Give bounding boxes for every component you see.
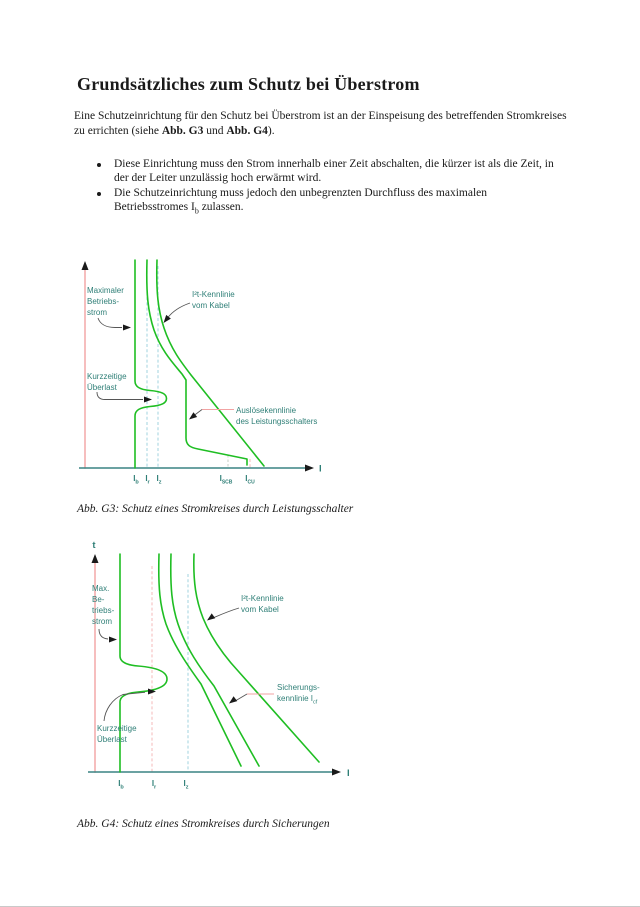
callout-arrow-icon (227, 696, 237, 706)
label-overload: Kurzzeitige (97, 724, 137, 733)
fig-g4-diagram (55, 535, 370, 805)
callout-line (99, 629, 108, 639)
x-axis-label: I (347, 768, 350, 779)
bullet-list (95, 158, 557, 219)
callout-line (97, 392, 143, 400)
callout-line (236, 694, 247, 701)
bullet-marker (97, 192, 101, 196)
intro-paragraph (74, 109, 578, 138)
subscript-b: b (194, 206, 199, 216)
label-breaker-curve: des Leistungsschalters (236, 417, 318, 426)
page-title: Grundsätzliches zum Schutz bei Überstrom (77, 74, 420, 94)
intro-text: Eine Schutzeinrichtung für den Schutz bei Überstrom ist an der Einspeisung des betreffenden Stromkreises zu errichten (siehe (74, 110, 567, 137)
callout-arrow-icon (144, 397, 152, 403)
tick-iscb: $I_{SCB}$ (219, 474, 233, 486)
tick-iz: $I_z$ (156, 474, 162, 486)
y-axis-label: t (92, 540, 96, 551)
label-cable-curve: I²t-Kennlinie (192, 290, 235, 299)
fig-g3-diagram (70, 253, 350, 500)
tick-ir: $I_r$ (145, 474, 150, 486)
bullet-text-part: Die Schutzeinrichtung muss jedoch den unbegrenzten Durchfluss des maximalen Betriebsstromes I (114, 187, 488, 213)
label-cable-curve: vom Kabel (192, 301, 230, 310)
label-overload: Kurzzeitige (87, 372, 127, 381)
callout-arrow-icon (123, 325, 131, 331)
bullet-text (114, 187, 488, 216)
label-overload: Überlast (97, 735, 127, 744)
cable-i2t-curve (194, 554, 319, 762)
callout-arrow-icon (109, 637, 117, 643)
label-max-current: Maximaler (87, 286, 124, 295)
tick-iz: $I_z$ (183, 779, 189, 791)
fig-g4-caption: Abb. G4: Schutz eines Stromkreises durch Sicherungen (77, 818, 330, 830)
label-max-current: Betriebs- (87, 297, 120, 306)
callout-line (168, 303, 191, 318)
y-axis-arrow-icon (92, 554, 99, 563)
bullet-text-part: zulassen. (198, 200, 244, 213)
fig-g3-caption: Abb. G3: Schutz eines Stromkreises durch Leistungsschalter (77, 503, 354, 515)
callout-arrow-icon (187, 412, 197, 422)
label-cable-curve: I²t-Kennlinie (241, 594, 284, 603)
max-operating-current-line (135, 260, 167, 468)
label-max-current: Max. (92, 584, 110, 593)
figure-ref-g3: Abb. G3 (161, 124, 204, 137)
figure-ref-g4: Abb. G4 (226, 124, 268, 137)
callout-line (214, 608, 239, 618)
tick-ib: $I_b$ (133, 474, 139, 486)
intro-text: ). (267, 124, 275, 137)
x-axis-arrow-icon (305, 465, 314, 472)
label-cable-curve: vom Kabel (241, 605, 279, 614)
label-max-current: Be- (92, 595, 105, 604)
label-overload: Überlast (87, 383, 117, 392)
bullet-text: Diese Einrichtung muss den Strom innerhalb einer Zeit abschalten, die kürzer ist als die Zeit, in der der Leiter unzulässig hoch erwärmt wird. (114, 158, 554, 184)
callout-line (98, 318, 122, 328)
tick-ir: $I_r$ (151, 779, 157, 791)
label-max-current: strom (92, 617, 112, 626)
label-fuse-curve: Sicherungs- (277, 683, 320, 692)
y-axis-arrow-icon (82, 261, 89, 270)
tick-icu: $I_{CU}$ (245, 474, 255, 486)
tick-ib: $I_b$ (118, 779, 124, 791)
callout-line (104, 692, 145, 721)
label-max-current: triebs- (92, 606, 115, 615)
list-item (95, 187, 557, 218)
intro-text: und (203, 124, 227, 137)
callout-arrow-icon (205, 613, 215, 623)
list-item (95, 158, 557, 186)
x-axis-arrow-icon (332, 769, 341, 776)
bullet-marker (97, 163, 101, 167)
x-axis-label: I (319, 463, 322, 475)
label-breaker-curve: Auslösekennlinie (236, 406, 297, 415)
label-fuse-curve: kennlinie $I_{cf}$ (277, 694, 318, 706)
label-max-current: strom (87, 308, 107, 317)
